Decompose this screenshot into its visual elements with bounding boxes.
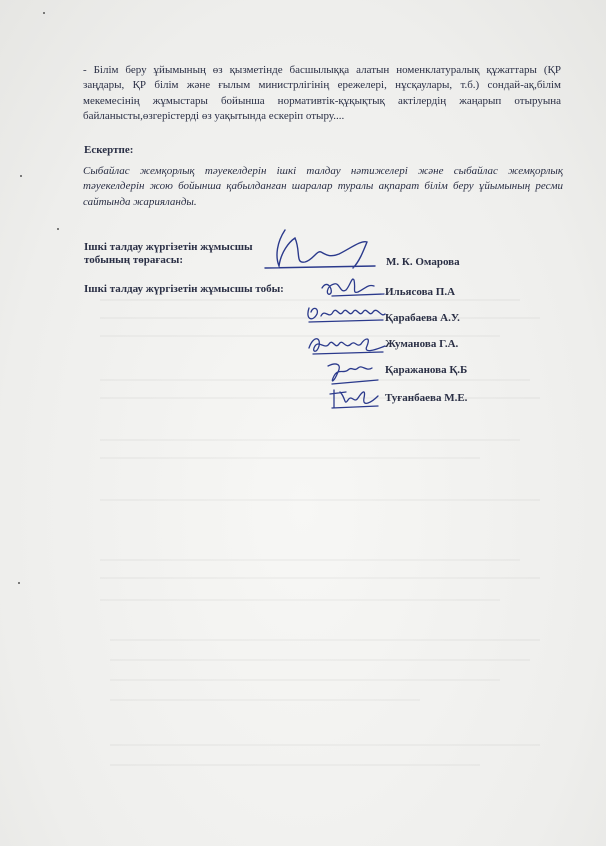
group-label: Ішкі талдау жүргізетін жұмысшы тобы: (84, 283, 284, 295)
member-name: Жуманова Г.А. (385, 338, 459, 350)
chair-label-line1: Ішкі талдау жүргізетін жұмысшы (84, 241, 253, 253)
chair-label-line2: тобының төрағасы: (84, 254, 184, 266)
scan-speck (43, 12, 45, 14)
member-signature (326, 384, 384, 412)
scan-speck (18, 582, 20, 584)
note-text: Сыбайлас жемқорлық тәуекелдерін ішкі талдау нәтижелері және сыбайлас жемқорлық тәуекелдерін жою бойынша қабылданған шаралар туралы ақпарат білім беру ұйымының ресми сайтында жарияланды. (83, 165, 563, 208)
member-signature (318, 274, 388, 300)
member-name: Туғанбаева М.Е. (385, 392, 468, 404)
note-title: Ескертпе: (84, 144, 134, 156)
scan-speck (57, 228, 59, 230)
paragraph-nomenclature: - Білім беру ұйымының өз қызметінде басшылыққа алатын номенклатуралық құжаттары (ҚР заңдары, ҚР білім және ғылым министрлігінің ережелері, нұсқаулары, т.б.) сондай-ақ,білім мекемесінің жұмыстары бойынша нормативтік-құқықтық актілердің жаңарып отыруына байланысты,өзгерістерді өз уақытында ескеріп отыру.... (83, 64, 561, 122)
chair-signature (255, 222, 385, 274)
member-name: Ильясова П.А (385, 286, 456, 298)
member-signature (303, 302, 387, 326)
chair-name: М. К. Омарова (386, 256, 460, 268)
member-name: Қарабаева А.У. (385, 312, 460, 324)
scan-speck (20, 175, 22, 177)
member-signature (305, 332, 389, 358)
member-name: Қаражанова Қ.Б (385, 364, 468, 376)
